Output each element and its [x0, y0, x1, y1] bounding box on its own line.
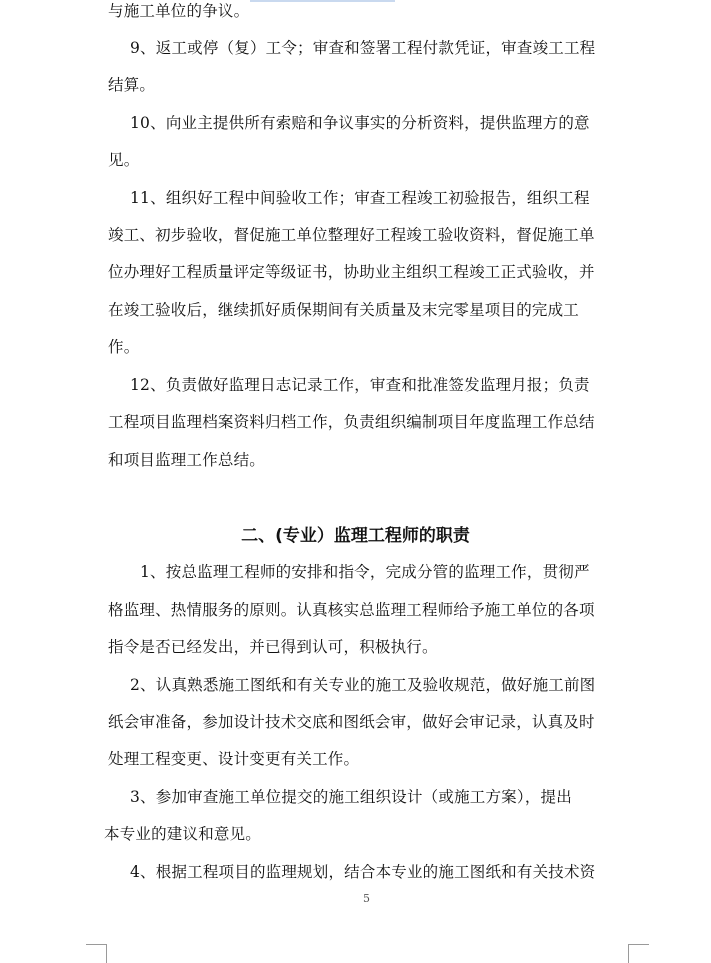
paragraph-line: 竣工、初步验收，督促施工单位整理好工程竣工验收资料，督促施工单 — [108, 226, 595, 244]
paragraph-line: 10、向业主提供所有索赔和争议事实的分析资料，提供监理方的意 — [130, 114, 590, 132]
paragraph-line: 作。 — [108, 338, 140, 356]
margin-corner-mark-left — [86, 944, 107, 963]
paragraph-line: 9、返工或停（复）工令；审查和签署工程付款凭证，审查竣工工程 — [130, 39, 596, 57]
paragraph-line: 工程项目监理档案资料归档工作，负责组织编制项目年度监理工作总结 — [108, 413, 595, 431]
paragraph-line: 3、参加审查施工单位提交的施工组织设计（或施工方案），提出 — [130, 788, 572, 806]
paragraph-line: 位办理好工程质量评定等级证书，协助业主组织工程竣工正式验收，并 — [108, 263, 595, 281]
paragraph-line: 和项目监理工作总结。 — [108, 451, 266, 469]
selection-highlight-bar — [250, 0, 395, 2]
margin-corner-mark-right — [628, 944, 649, 963]
paragraph-line: 指令是否已经发出，并已得到认可，积极执行。 — [108, 638, 438, 656]
paragraph-line: 本专业的建议和意见。 — [104, 825, 262, 843]
paragraph-line: 11、组织好工程中间验收工作；审查工程竣工初验报告，组织工程 — [130, 189, 590, 207]
page-number: 5 — [363, 892, 370, 905]
paragraph-line: 在竣工验收后，继续抓好质保期间有关质量及末完零星项目的完成工 — [108, 301, 580, 319]
paragraph-line: 格监理、热情服务的原则。认真核实总监理工程师给予施工单位的各项 — [108, 601, 595, 619]
paragraph-line: 与施工单位的争议。 — [108, 2, 250, 20]
paragraph-line: 处理工程变更、设计变更有关工作。 — [108, 750, 360, 768]
section-heading: 二、(专业）监理工程师的职责 — [241, 526, 470, 546]
paragraph-line: 见。 — [108, 151, 140, 169]
paragraph-line: 结算。 — [108, 76, 156, 94]
paragraph-line: 1、按总监理工程师的安排和指令，完成分管的监理工作，贯彻严 — [140, 563, 590, 581]
paragraph-line: 2、认真熟悉施工图纸和有关专业的施工及验收规范，做好施工前图 — [130, 676, 596, 694]
paragraph-line: 纸会审准备，参加设计技术交底和图纸会审，做好会审记录，认真及时 — [108, 713, 595, 731]
paragraph-line: 12、负责做好监理日志记录工作，审查和批准签发监理月报；负责 — [130, 376, 590, 394]
paragraph-line: 4、根据工程项目的监理规划，结合本专业的施工图纸和有关技术资 — [130, 863, 596, 881]
